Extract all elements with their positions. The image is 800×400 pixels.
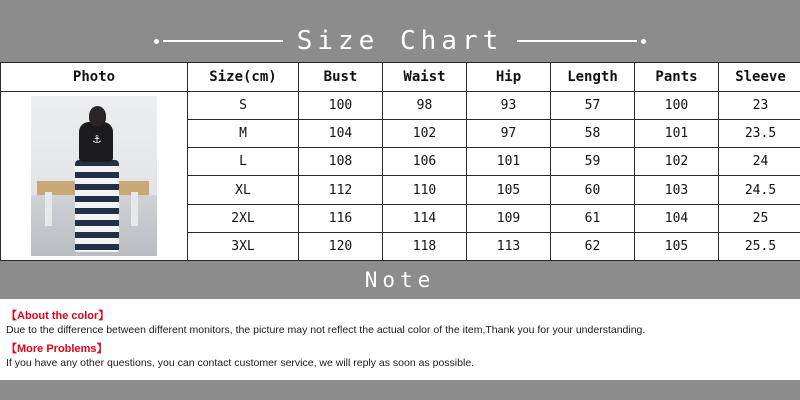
title-rule-right — [517, 40, 637, 42]
cell-size: 2XL — [188, 204, 299, 232]
cell-hip: 113 — [467, 232, 551, 260]
col-header-length: Length — [551, 63, 635, 92]
title-dot-left-icon — [154, 39, 159, 44]
bottom-band — [0, 380, 800, 400]
cell-waist: 106 — [383, 148, 467, 176]
cell-length: 57 — [551, 92, 635, 120]
cell-length: 59 — [551, 148, 635, 176]
page-title: Size Chart — [296, 26, 504, 56]
note-heading-problems: 【More Problems】 — [6, 343, 108, 355]
cell-hip: 97 — [467, 120, 551, 148]
size-table — [0, 62, 800, 261]
cell-hip: 93 — [467, 92, 551, 120]
cell-waist: 110 — [383, 176, 467, 204]
cell-sleeve: 23 — [719, 92, 800, 120]
cell-hip: 105 — [467, 176, 551, 204]
cell-waist: 102 — [383, 120, 467, 148]
size-table-wrap — [0, 62, 800, 261]
cell-length: 60 — [551, 176, 635, 204]
cell-pants: 104 — [635, 204, 719, 232]
col-header-bust: Bust — [299, 63, 383, 92]
cell-waist: 98 — [383, 92, 467, 120]
table-row — [1, 92, 800, 120]
cell-bust: 112 — [299, 176, 383, 204]
cell-size: 3XL — [188, 232, 299, 260]
cell-bust: 104 — [299, 120, 383, 148]
note-text-color: Due to the difference between different monitors, the picture may not reflect the actual color of the item,Thank you for your understanding. — [6, 324, 646, 336]
size-chart-title-band — [0, 20, 800, 62]
cell-pants: 103 — [635, 176, 719, 204]
cell-pants: 100 — [635, 92, 719, 120]
cell-size: XL — [188, 176, 299, 204]
cell-size: M — [188, 120, 299, 148]
cell-pants: 102 — [635, 148, 719, 176]
product-photo-cell — [1, 92, 188, 261]
top-band — [0, 0, 800, 20]
cell-sleeve: 25 — [719, 204, 800, 232]
title-rule-left — [163, 40, 283, 42]
col-header-hip: Hip — [467, 63, 551, 92]
product-photo — [1, 92, 187, 260]
anchor-print-icon: ⚓ — [93, 132, 101, 147]
col-header-size: Size(cm) — [188, 63, 299, 92]
title-dot-right-icon — [641, 39, 646, 44]
cell-waist: 118 — [383, 232, 467, 260]
note-title: Note — [364, 268, 436, 292]
cell-size: L — [188, 148, 299, 176]
table-header-row — [1, 63, 800, 92]
note-heading-color: 【About the color】 — [6, 310, 110, 322]
cell-pants: 105 — [635, 232, 719, 260]
cell-sleeve: 24.5 — [719, 176, 800, 204]
cell-size: S — [188, 92, 299, 120]
col-header-pants: Pants — [635, 63, 719, 92]
cell-sleeve: 25.5 — [719, 232, 800, 260]
cell-length: 58 — [551, 120, 635, 148]
note-body — [0, 299, 800, 369]
cell-bust: 100 — [299, 92, 383, 120]
cell-bust: 116 — [299, 204, 383, 232]
cell-bust: 120 — [299, 232, 383, 260]
cell-length: 62 — [551, 232, 635, 260]
cell-hip: 101 — [467, 148, 551, 176]
col-header-waist: Waist — [383, 63, 467, 92]
cell-waist: 114 — [383, 204, 467, 232]
col-header-sleeve: Sleeve — [719, 63, 800, 92]
note-title-band — [0, 261, 800, 299]
cell-pants: 101 — [635, 120, 719, 148]
cell-sleeve: 23.5 — [719, 120, 800, 148]
col-header-photo: Photo — [1, 63, 188, 92]
cell-length: 61 — [551, 204, 635, 232]
note-text-problems: If you have any other questions, you can contact customer service, we will reply as soon as possible. — [6, 357, 475, 369]
cell-sleeve: 24 — [719, 148, 800, 176]
cell-hip: 109 — [467, 204, 551, 232]
cell-bust: 108 — [299, 148, 383, 176]
